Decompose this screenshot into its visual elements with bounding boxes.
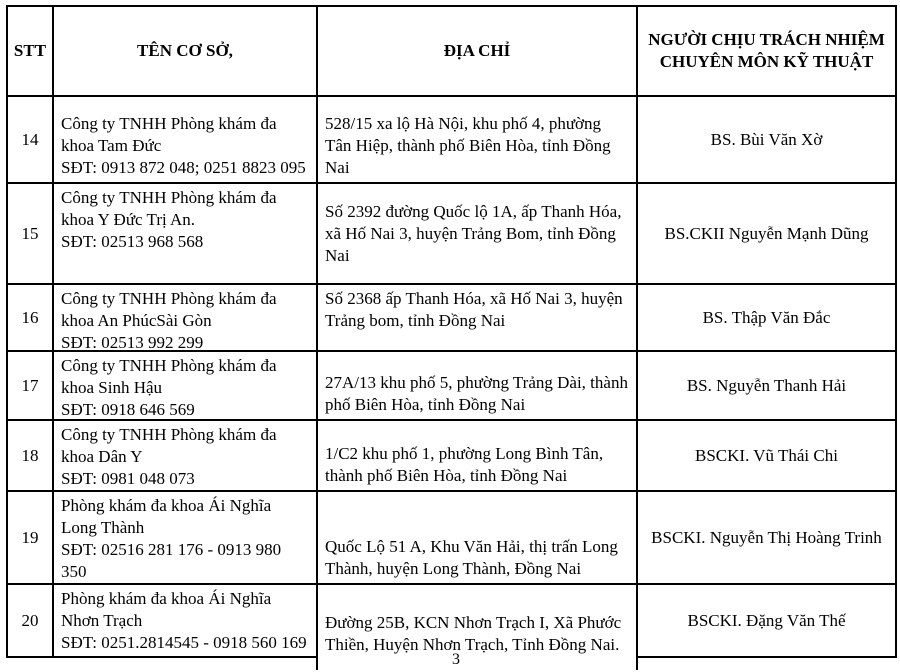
address-cell: 528/15 xa lộ Hà Nội, khu phố 4, phường Tân Hiệp, thành phố Biên Hòa, tỉnh Đồng Nai xyxy=(316,95,638,182)
col-header-person xyxy=(638,5,897,95)
facility-org: Công ty TNHH Phòng khám đa khoa Y Đức Trị An. xyxy=(61,188,277,229)
stt-cell: 17 xyxy=(6,350,52,419)
stt-cell: 15 xyxy=(6,182,52,283)
facility-cell xyxy=(52,182,316,283)
facility-phone: SĐT: 0918 646 569 xyxy=(61,400,195,419)
person-cell: BS. Bùi Văn Xờ xyxy=(638,95,897,182)
facility-org: Phòng khám đa khoa Ái Nghĩa Long Thành xyxy=(61,496,272,537)
facility-phone: SĐT: 0251.2814545 - 0918 560 169 xyxy=(61,633,307,652)
facility-org: Phòng khám đa khoa Ái Nghĩa Nhơn Trạch xyxy=(61,589,272,630)
facility-cell xyxy=(52,95,316,182)
facility-cell xyxy=(52,490,316,583)
facility-cell xyxy=(52,419,316,490)
facility-phone: SĐT: 02513 968 568 xyxy=(61,232,204,251)
facility-cell xyxy=(52,283,316,350)
person-cell: BS. Thập Văn Đắc xyxy=(638,283,897,350)
person-cell: BS.CKII Nguyễn Mạnh Dũng xyxy=(638,182,897,283)
col-header-person-line1: NGƯỜI CHỊU TRÁCH NHIỆM xyxy=(648,30,885,49)
address-cell: Số 2368 ấp Thanh Hóa, xã Hố Nai 3, huyện Trảng bom, tỉnh Đồng Nai xyxy=(316,283,638,350)
facility-org: Công ty TNHH Phòng khám đa khoa An PhúcSài Gòn xyxy=(61,289,277,330)
address-cell: Đường 25B, KCN Nhơn Trạch I, Xã Phước Thiền, Huyện Nhơn Trạch, Tỉnh Đồng Nai. xyxy=(316,583,638,670)
col-header-person-line2: CHUYÊN MÔN KỸ THUẬT xyxy=(659,52,874,71)
stt-cell: 20 xyxy=(6,583,52,658)
stt-cell: 19 xyxy=(6,490,52,583)
col-header-stt: STT xyxy=(6,5,52,95)
address-cell: Quốc Lộ 51 A, Khu Văn Hải, thị trấn Long Thành, huyện Long Thành, Đồng Nai xyxy=(316,490,638,583)
person-cell: BSCKI. Nguyễn Thị Hoàng Trinh xyxy=(638,490,897,583)
facility-org: Công ty TNHH Phòng khám đa khoa Sinh Hậu xyxy=(61,356,277,397)
address-cell: Số 2392 đường Quốc lộ 1A, ấp Thanh Hóa, xã Hố Nai 3, huyện Trảng Bom, tỉnh Đồng Nai xyxy=(316,182,638,283)
person-cell: BSCKI. Đặng Văn Thế xyxy=(638,583,897,658)
facility-phone: SĐT: 02513 992 299 xyxy=(61,333,204,350)
stt-cell: 14 xyxy=(6,95,52,182)
facility-phone: SĐT: 0913 872 048; 0251 8823 095 xyxy=(61,158,306,177)
col-header-facility: TÊN CƠ SỞ, xyxy=(52,5,316,95)
address-cell: 27A/13 khu phố 5, phường Trảng Dài, thành phố Biên Hòa, tỉnh Đồng Nai xyxy=(316,350,638,419)
facility-org: Công ty TNHH Phòng khám đa khoa Dân Y xyxy=(61,425,277,466)
facility-phone: SĐT: 0981 048 073 xyxy=(61,469,195,488)
col-header-address: ĐỊA CHỈ xyxy=(316,5,638,95)
page-number: 3 xyxy=(452,651,460,668)
person-cell: BSCKI. Vũ Thái Chi xyxy=(638,419,897,490)
facility-cell xyxy=(52,583,316,658)
clinics-table xyxy=(6,5,897,670)
address-cell: 1/C2 khu phố 1, phường Long Bình Tân, thành phố Biên Hòa, tỉnh Đồng Nai xyxy=(316,419,638,490)
facility-phone: SĐT: 02516 281 176 - 0913 980 350 xyxy=(61,540,282,581)
stt-cell: 18 xyxy=(6,419,52,490)
facility-cell xyxy=(52,350,316,419)
stt-cell: 16 xyxy=(6,283,52,350)
person-cell: BS. Nguyễn Thanh Hải xyxy=(638,350,897,419)
facility-org: Công ty TNHH Phòng khám đa khoa Tam Đức xyxy=(61,114,277,155)
